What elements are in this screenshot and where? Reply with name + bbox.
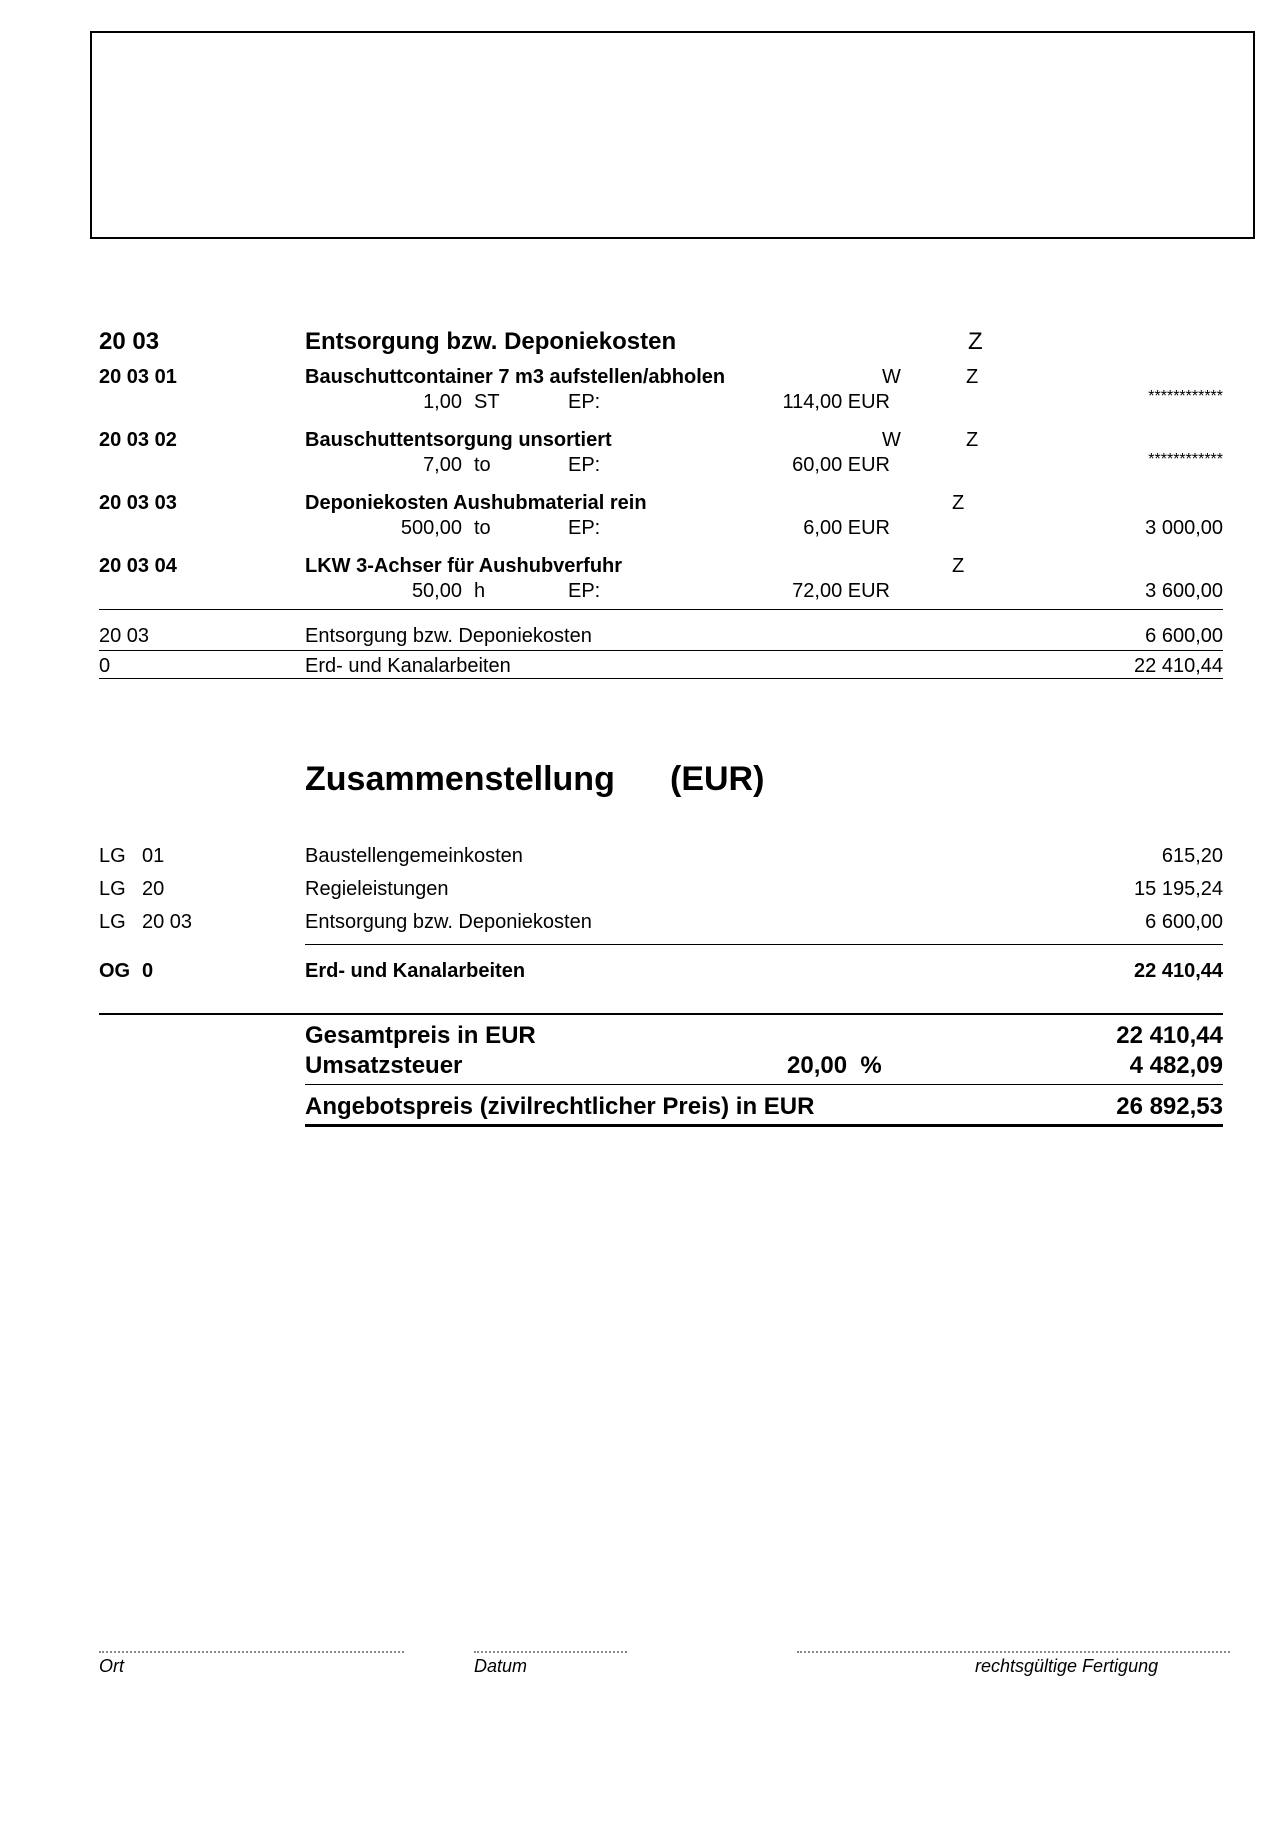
position-z-flag: Z: [966, 429, 979, 451]
group-code: 20 03: [99, 328, 160, 355]
og-prefix: OG: [99, 960, 131, 982]
summary-row-value: 6 600,00: [1145, 911, 1223, 933]
datum-line: [474, 1651, 627, 1653]
position-unit-price: 72,00 EUR: [792, 580, 890, 602]
position-total: 3 000,00: [1145, 517, 1223, 539]
angebotspreis-label: Angebotspreis (zivilrechtlicher Preis) in EUR: [305, 1093, 815, 1120]
summary-row-code: 20: [142, 878, 165, 900]
position-quantity: 50,00: [411, 580, 462, 602]
subtotal-value: 6 600,00: [1145, 625, 1223, 647]
og-value: 22 410,44: [1134, 960, 1223, 982]
og-label: Erd- und Kanalarbeiten: [305, 960, 526, 982]
divider: [99, 650, 1223, 651]
divider: [305, 944, 1223, 945]
summary-row-value: 615,20: [1161, 845, 1223, 867]
summary-row-prefix: LG: [99, 845, 126, 867]
divider: [99, 1013, 1223, 1015]
divider: [305, 1084, 1223, 1085]
position-total: 3 600,00: [1145, 580, 1223, 602]
position-code: 20 03 03: [99, 492, 177, 514]
subtotal-label: Entsorgung bzw. Deponiekosten: [305, 625, 592, 647]
ust-label: Umsatzsteuer: [305, 1052, 463, 1079]
summary-row-label: Regieleistungen: [305, 878, 449, 900]
position-unit: to: [474, 517, 491, 539]
position-quantity: 500,00: [400, 517, 462, 539]
divider: [305, 1124, 1223, 1127]
summary-row-code: 20 03: [142, 911, 193, 933]
position-unit: to: [474, 454, 491, 476]
datum-label: Datum: [474, 1656, 528, 1676]
position-code: 20 03 04: [99, 555, 177, 577]
position-ep-label: EP:: [568, 517, 601, 539]
angebotspreis-value: 26 892,53: [1116, 1093, 1223, 1120]
group-title: Entsorgung bzw. Deponiekosten: [305, 328, 677, 355]
summary-row-value: 15 195,24: [1134, 878, 1223, 900]
position-code: 20 03 01: [99, 366, 177, 388]
summary-row-label: Entsorgung bzw. Deponiekosten: [305, 911, 592, 933]
gesamtpreis-label: Gesamtpreis in EUR: [305, 1022, 536, 1049]
subtotal-code: 0: [99, 655, 111, 677]
summary-row-code: 01: [142, 845, 165, 867]
position-z-flag: Z: [952, 492, 965, 514]
position-unit: h: [474, 580, 486, 602]
subtotal-value: 22 410,44: [1134, 655, 1223, 677]
subtotal-label: Erd- und Kanalarbeiten: [305, 655, 511, 677]
summary-row-prefix: LG: [99, 878, 126, 900]
ust-rate: 20,00 %: [787, 1052, 882, 1079]
position-z-flag: Z: [952, 555, 965, 577]
position-unit-price: 114,00 EUR: [782, 391, 890, 413]
summary-row-prefix: LG: [99, 911, 126, 933]
ort-label: Ort: [99, 1656, 124, 1676]
position-unit-price: 6,00 EUR: [803, 517, 890, 539]
ust-value: 4 482,09: [1129, 1052, 1223, 1079]
position-ep-label: EP:: [568, 580, 601, 602]
position-quantity: 7,00: [423, 454, 462, 476]
position-title: Deponiekosten Aushubmaterial rein: [305, 492, 647, 514]
position-w-flag: W: [882, 366, 901, 388]
position-ep-label: EP:: [568, 454, 601, 476]
signature-line: [797, 1651, 1230, 1653]
position-total: ************: [1148, 451, 1223, 468]
position-code: 20 03 02: [99, 429, 177, 451]
divider: [99, 678, 1223, 679]
summary-row-label: Baustellengemeinkosten: [305, 845, 523, 867]
position-title: LKW 3-Achser für Aushubverfuhr: [305, 555, 623, 577]
subtotal-code: 20 03: [99, 625, 150, 647]
header-box: [90, 31, 1255, 239]
summary-currency: (EUR): [670, 760, 765, 798]
position-z-flag: Z: [966, 366, 979, 388]
group-flag: Z: [968, 328, 983, 355]
position-unit-price: 60,00 EUR: [792, 454, 890, 476]
gesamtpreis-value: 22 410,44: [1116, 1022, 1223, 1049]
position-ep-label: EP:: [568, 391, 601, 413]
summary-title: Zusammenstellung: [305, 760, 615, 798]
ort-line: [99, 1651, 404, 1653]
position-total: ************: [1148, 388, 1223, 405]
position-unit: ST: [474, 391, 500, 413]
position-title: Bauschuttentsorgung unsortiert: [305, 429, 612, 451]
signature-label: rechtsgültige Fertigung: [975, 1656, 1159, 1676]
divider: [99, 609, 1223, 610]
position-w-flag: W: [882, 429, 901, 451]
og-code: 0: [142, 960, 154, 982]
position-title: Bauschuttcontainer 7 m3 aufstellen/abholen: [305, 366, 726, 388]
position-quantity: 1,00: [423, 391, 462, 413]
